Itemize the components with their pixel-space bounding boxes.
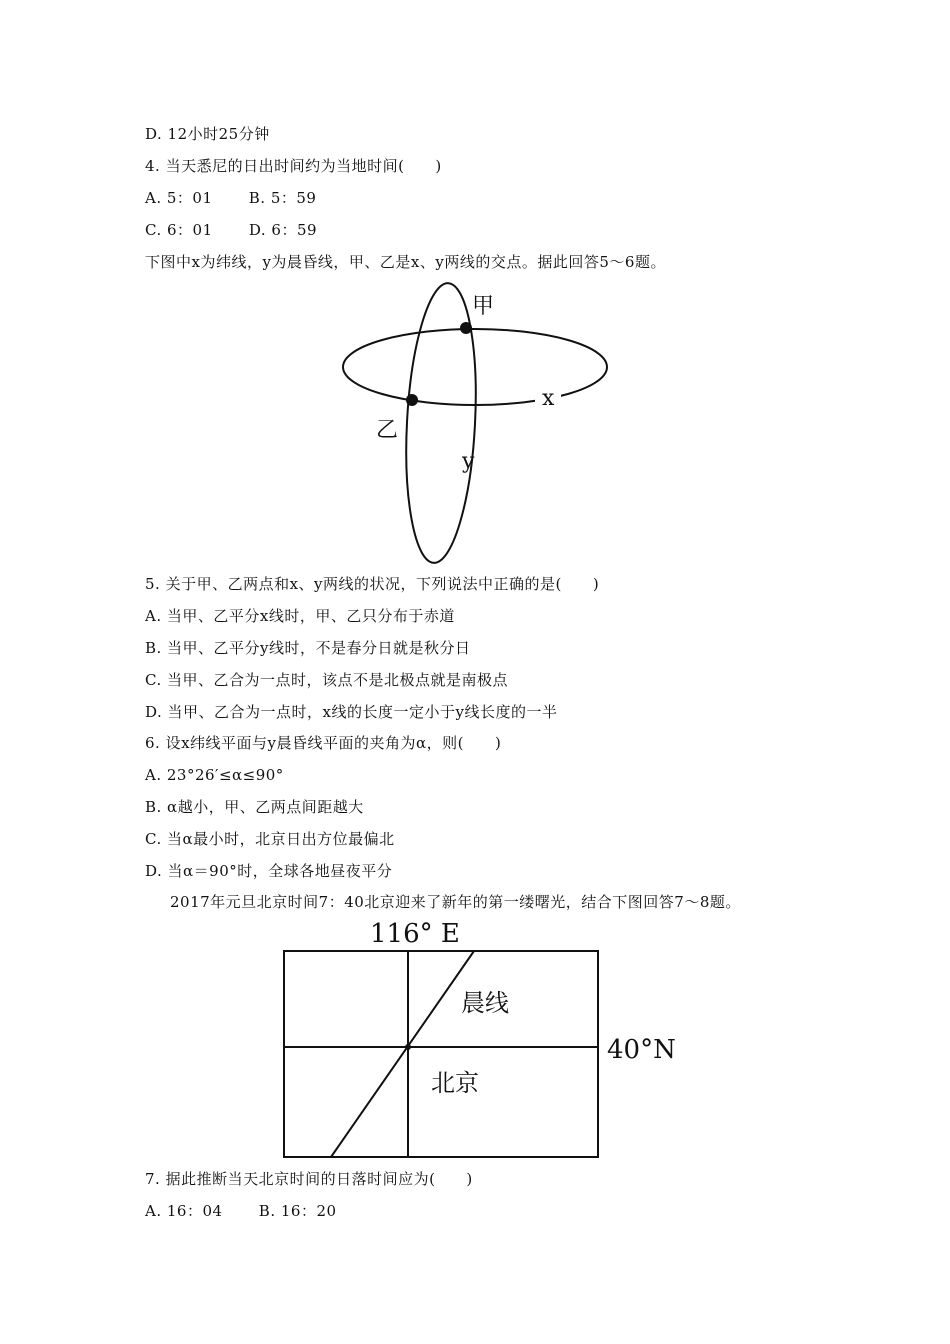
options-ab-q7: A. 16：04 B. 16：20 bbox=[145, 1202, 337, 1220]
label-x: x bbox=[542, 386, 555, 411]
option-c-q5: C. 当甲、乙合为一点时，该点不是北极点就是南极点 bbox=[145, 671, 508, 689]
question-5: 5. 关于甲、乙两点和x、y两线的状况，下列说法中正确的是( ) bbox=[145, 575, 600, 593]
option-a-q5: A. 当甲、乙平分x线时，甲、乙只分布于赤道 bbox=[145, 607, 455, 625]
option-b-q5: B. 当甲、乙平分y线时，不是春分日就是秋分日 bbox=[145, 639, 471, 657]
options-ab-q4: A. 5：01 B. 5：59 bbox=[145, 189, 317, 207]
options-cd-q4: C. 6：01 D. 6：59 bbox=[145, 221, 318, 239]
figure2-intro: 2017年元旦北京时间7：40北京迎来了新年的第一缕曙光，结合下图回答7～8题。 bbox=[170, 893, 741, 911]
label-jia: 甲 bbox=[472, 294, 495, 319]
map-frame bbox=[284, 951, 598, 1157]
option-c-q6: C. 当α最小时，北京日出方位最偏北 bbox=[145, 830, 395, 848]
label-yi: 乙 bbox=[376, 418, 399, 443]
option-d-q5: D. 当甲、乙合为一点时，x线的长度一定小于y线长度的一半 bbox=[145, 703, 558, 721]
option-b-q6: B. α越小，甲、乙两点间距越大 bbox=[145, 798, 364, 816]
point-yi bbox=[406, 394, 418, 406]
label-longitude: 116° E bbox=[370, 919, 460, 949]
question-6: 6. 设x纬线平面与y晨昏线平面的夹角为α，则( ) bbox=[145, 734, 502, 752]
figure-dawn-line-beijing bbox=[275, 915, 695, 1165]
label-beijing: 北京 bbox=[431, 1069, 479, 1097]
option-d-q6: D. 当α＝90°时，全球各地昼夜平分 bbox=[145, 862, 393, 880]
dawn-line bbox=[331, 951, 474, 1157]
label-latitude: 40°N bbox=[607, 1035, 676, 1065]
beijing-point bbox=[405, 1044, 411, 1050]
option-d-q3: D. 12小时25分钟 bbox=[145, 125, 270, 143]
option-a-q6: A. 23°26′≤α≤90° bbox=[145, 766, 284, 784]
question-7: 7. 据此推断当天北京时间的日落时间应为( ) bbox=[145, 1170, 473, 1188]
label-y: y bbox=[462, 449, 475, 474]
label-dawn-line: 晨线 bbox=[461, 989, 509, 1017]
figure1-intro: 下图中x为纬线，y为晨昏线，甲、乙是x、y两线的交点。据此回答5～6题。 bbox=[145, 253, 666, 271]
point-jia bbox=[460, 322, 472, 334]
figure-latitude-terminator bbox=[330, 275, 620, 570]
question-4: 4. 当天悉尼的日出时间约为当地时间( ) bbox=[145, 157, 442, 175]
